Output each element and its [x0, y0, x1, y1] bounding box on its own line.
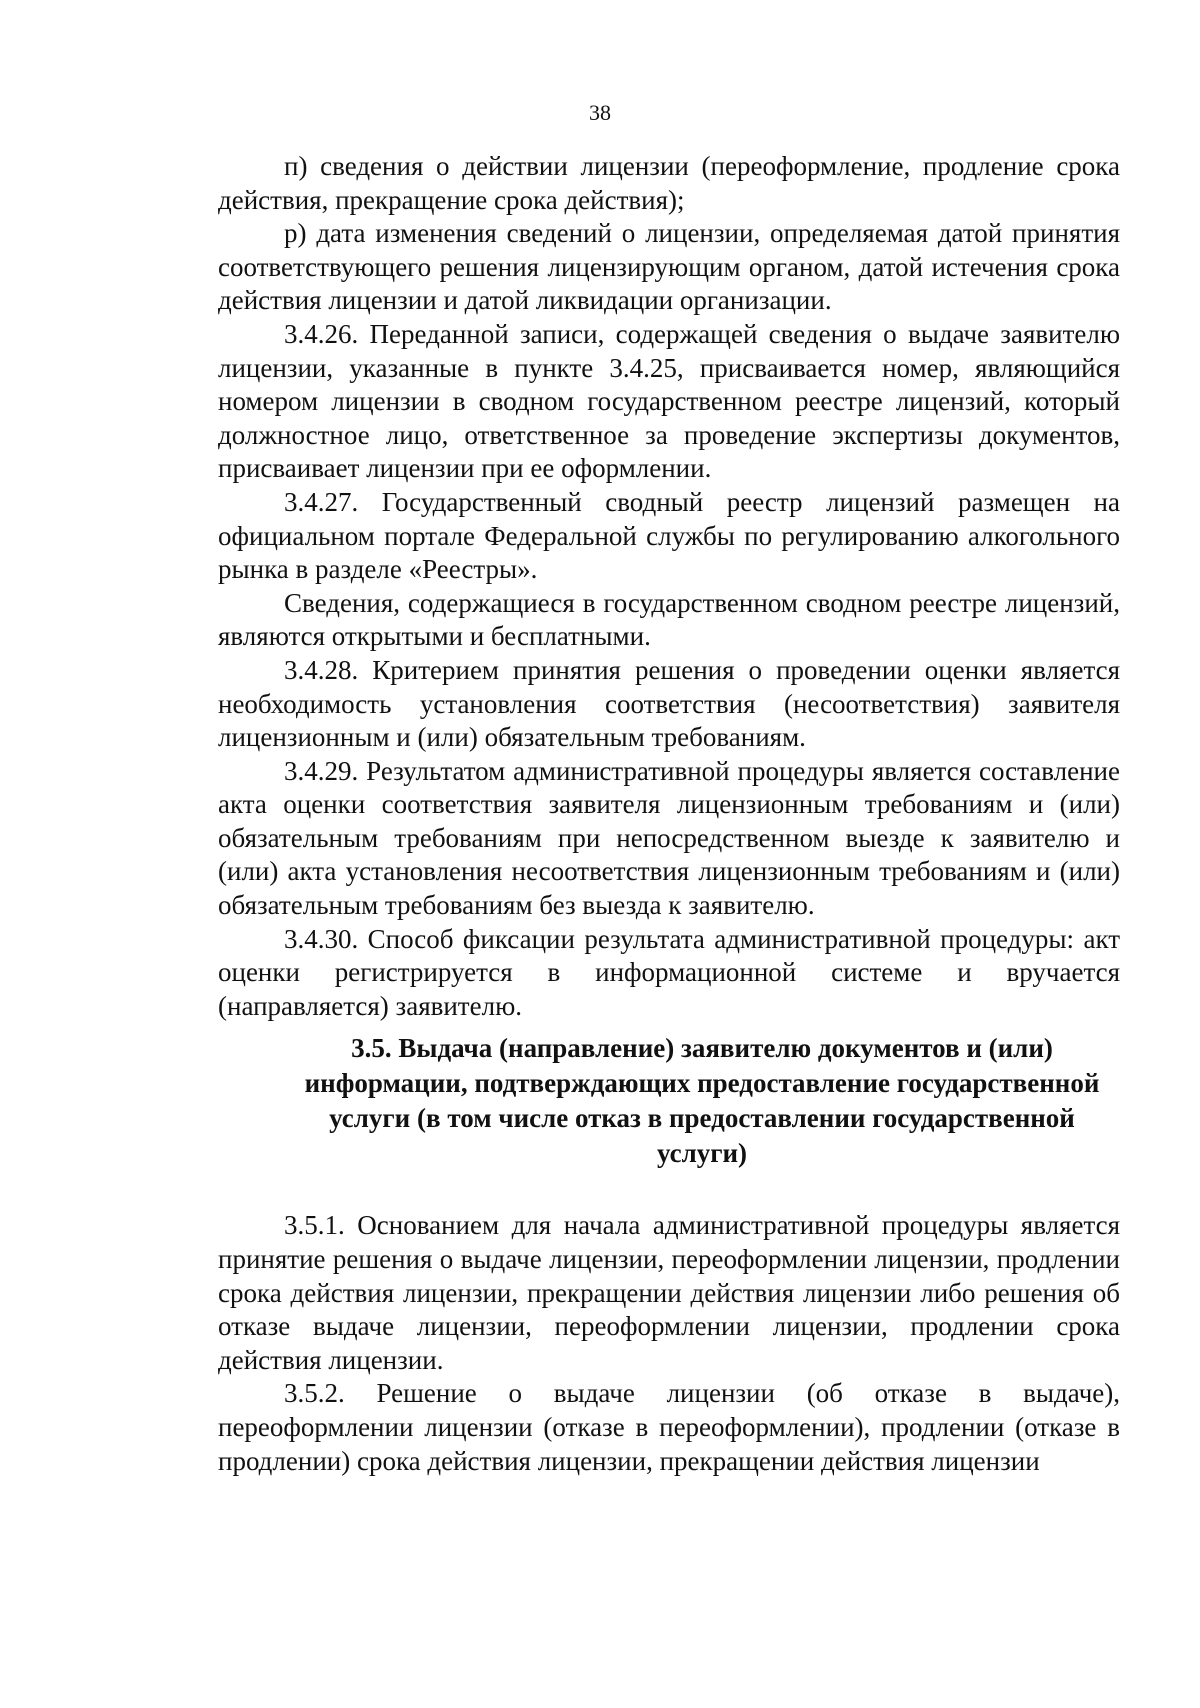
section-heading-3-5: 3.5. Выдача (направление) заявителю документов и (или) информации, подтверждающих предоставление государственной услуги (в том числе отказ в предоставлении государственной услуги) — [304, 1033, 1100, 1169]
paragraph-item-p: п) сведения о действии лицензии (переоформление, продление срока действия, прекращение срока действия); — [218, 151, 1120, 215]
paragraph-3-4-28: 3.4.28. Критерием принятия решения о проведении оценки является необходимость установления соответствия (несоответствия) заявителя лицензионным и (или) обязательным требованиям. — [218, 654, 1120, 753]
heading-spacer — [218, 1171, 1120, 1209]
paragraph-3-4-27: 3.4.27. Государственный сводный реестр лицензий размещен на официальном портале Федеральной службы по регулированию алкогольного рынка в разделе «Реестры». — [218, 486, 1120, 585]
paragraph-registry-info: Сведения, содержащиеся в государственном сводном реестре лицензий, являются открытыми и бесплатными. — [218, 587, 1120, 652]
paragraph-item-r: р) дата изменения сведений о лицензии, определяемая датой принятия соответствующего решения лицензирующим органом, датой истечения срока действия лицензии и датой ликвидации организации. — [218, 218, 1120, 316]
paragraph-3-5-2: 3.5.2. Решение о выдаче лицензии (об отказе в выдаче), переоформлении лицензии (отказе в переоформлении), продлении (отказе в продлении) срока действия лицензии, прекращении действия лицензии — [218, 1378, 1120, 1476]
document-body — [218, 150, 1120, 1478]
page-number: 38 — [589, 100, 611, 125]
paragraph-3-4-30: 3.4.30. Способ фиксации результата административной процедуры: акт оценки регистрируется в информационной системе и вручается (направляется) заявителю. — [218, 923, 1120, 1021]
paragraph-3-4-26: 3.4.26. Переданной записи, содержащей сведения о выдаче заявителю лицензии, указанные в пункте 3.4.25, присваивается номер, являющийся номером лицензии в сводном государственном реестре лицензий, который должностное лицо, ответственное за проведение экспертизы документов, присваивает лицензии при ее оформлении. — [218, 318, 1120, 484]
paragraph-3-4-29: 3.4.29. Результатом административной процедуры является составление акта оценки соответствия заявителя лицензионным требованиям и (или) обязательным требованиям при непосредственном выезде к заявителю и (или) акта установления несоответствия лицензионным требованиям и (или) обязательным требованиям без выезда к заявителю. — [218, 755, 1120, 921]
paragraph-3-5-1: 3.5.1. Основанием для начала административной процедуры является принятие решения о выдаче лицензии, переоформлении лицензии, продлении срока действия лицензии, прекращении действия лицензии либо решения об отказе выдаче лицензии, переоформлении лицензии, продлении срока действия лицензии. — [218, 1210, 1120, 1375]
